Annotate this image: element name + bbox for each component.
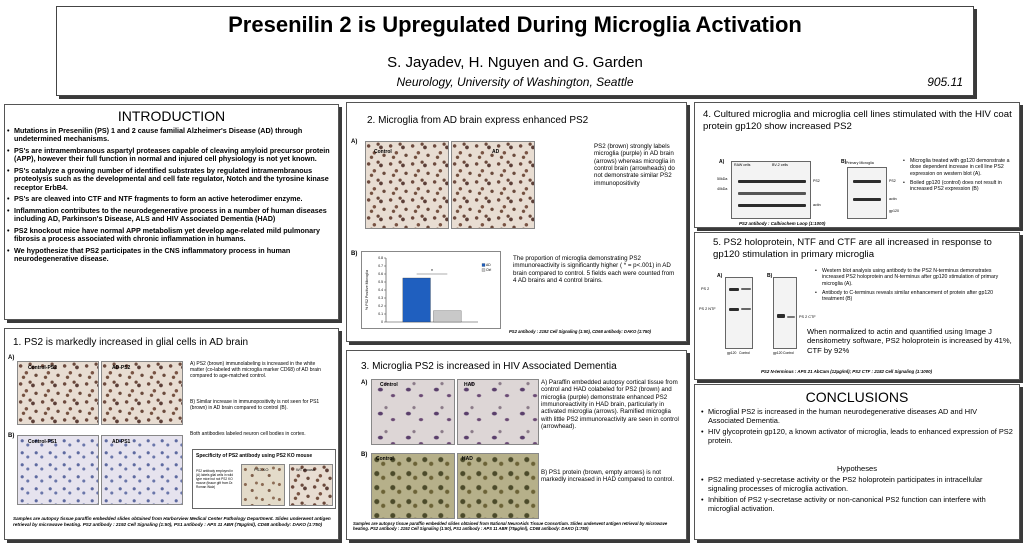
chart-y-tick-label: 0.8 <box>378 256 383 261</box>
blot-4a <box>731 161 811 219</box>
section5-caption: PS2 N-terminus : APS 21 AbCam (12µg/ml); PS2 CTF : 2182 Cell Signaling (1:1000) <box>761 369 933 374</box>
hypothesis-bullet: • Inhibition of PS2 γ-secretase activity or non-canonical PS2 function can interfere with microglial activation. <box>701 496 1013 513</box>
wt-mouse-image <box>289 464 333 506</box>
had-b-image <box>457 453 539 519</box>
section1-heading: 1. PS2 is markedly increased in glial cells in AD brain <box>13 337 249 348</box>
chart-legend-swatch <box>482 264 485 267</box>
blot-4b-band <box>853 198 881 201</box>
section4-panel <box>694 102 1020 228</box>
section2-label-a: A) <box>351 139 358 145</box>
blot-4a-band <box>738 204 806 207</box>
control-microglia-image <box>365 141 449 229</box>
section2-label-b: B) <box>351 251 358 257</box>
introduction-list <box>5 127 338 264</box>
section5-summary: When normalized to actin and quantified using Image J densitometry software, PS2 holoprotein is increased by 41%, CTF by 92% <box>807 327 1012 355</box>
section3-caption: Samples are autopsy tissue paraffin embedded slides obtained from National NeuroAids Tissue Consortium. Slides underwent antigen retrieval by microwave heating. PS2 antibody : 2192 Cell Signaling (1:50), PS1 antibody : APS 11 ABR (75µg/ml), CD68 antibody: DAKO (1:750) <box>353 521 668 532</box>
chart-y-tick-label: 0.5 <box>378 280 383 285</box>
section3-label-a: A) <box>361 380 368 386</box>
had-control-b-image <box>371 453 455 519</box>
control-ps1-label: Control-PS1 <box>28 439 57 445</box>
section5-label-b: B) <box>767 273 773 279</box>
had-b-label: HAD <box>462 456 473 462</box>
chart-y-tick-label: 0.1 <box>378 312 383 317</box>
chart-y-label: % PS2 Positive Microglia <box>365 270 369 310</box>
intro-bullet: • Mutations in Presenilin (PS) 1 and 2 cause familial Alzheimer's Disease (AD) through undetermined mechanisms. <box>7 127 334 144</box>
wt-mouse-label: WT mouse <box>296 467 316 472</box>
section4-label-a: A) <box>719 159 725 165</box>
section3-heading: 3. Microglia PS2 is increased in HIV Associated Dementia <box>361 361 617 372</box>
section5-bullet: • Antibody to C-terminus reveals similar enhancement of protein after gp120 treatment (B) <box>815 290 1015 303</box>
ad-microglia-image <box>451 141 535 229</box>
ps2-ko-label: PS2 KO <box>254 467 269 472</box>
blot-5a-band <box>729 288 739 291</box>
intro-bullet: • We hypothesize that PS2 participates in the CNS inflammatory process in human neurodegenerative disease. <box>7 247 334 264</box>
ad-microglia-label: AD <box>492 149 500 155</box>
had-a-label: HAD <box>464 382 475 388</box>
section2-caption: PS2 antibody : 2192 Cell Signaling (1:50), CD68 antibody: DAKO (1:750) <box>509 329 651 334</box>
section3-label-b: B) <box>361 452 368 458</box>
blot-4b-ps2-label: PS2 <box>889 179 896 183</box>
section5-list <box>815 265 1015 303</box>
control-ps2-label: Control-PS2 <box>28 365 57 371</box>
mw-40kda-label: 40kDa <box>717 187 728 191</box>
section5-bullet: • Western blot analysis using antibody to the PS2 N-terminus demonstrates increased PS2 holoprotein and N-terminus after gp120 stimulation of primary microglia (A). <box>815 268 1015 287</box>
section1-panel <box>4 328 339 540</box>
poster-number: 905.11 <box>927 75 963 89</box>
intro-bullet: • PS's are intramembranous aspartyl proteases capable of cleaving amyloid precursor protein (APP), however their full function in normal and injured cell physiology is not yet known. <box>7 147 334 164</box>
blot-4a-ps2-label: PS2 <box>813 179 820 183</box>
section5-panel <box>694 232 1020 380</box>
chart-y-tick-label: 0 <box>381 320 383 325</box>
conclusions-panel <box>694 384 1020 540</box>
section2-text-a: PS2 (brown) strongly labels microglia (purple) in AD brain (arrows) whereas microglia in control brain (arrowheads) do not demonstrate similar PS2 immunopositivity <box>594 143 675 187</box>
section2-panel <box>346 102 687 342</box>
section3-text-b: B) PS1 protein (brown, empty arrows) is not markedly increased in HAD compared to control. <box>541 469 675 484</box>
blot-5a-gp120-label: gp120 <box>727 351 737 355</box>
section5-heading: 5. PS2 holoprotein, NTF and CTF are all increased in response to gp120 stimulation in primary microglia <box>713 237 992 260</box>
conclusion-bullet: • Microglial PS2 is increased in the human neurodegenerative diseases AD and HIV Associated Dementia. <box>701 408 1013 425</box>
blot-5b-gp120-label: gp120 <box>773 351 783 355</box>
ad-ps1-label: AD-PS1 <box>112 439 131 445</box>
ko-heading: Specificity of PS2 antibody using PS2 KO mouse <box>196 453 313 459</box>
section1-label-b: B) <box>8 433 15 439</box>
blot-4a-raw-title: RAW cells <box>734 163 751 167</box>
section5-label-a: A) <box>717 273 723 279</box>
section1-text-b: B) Similar increase in immunopositivity is not seen for PS1 (brown) in AD brain compared to control (B). <box>190 399 320 411</box>
header-panel <box>56 6 974 96</box>
mw-50kda-label: 50kDa <box>717 177 728 181</box>
blot-5a-band <box>741 308 751 310</box>
section1-text-c: Both antibodies labeled neuron cell bodies in cortex. <box>190 431 306 437</box>
section3-panel <box>346 350 687 540</box>
blot-4b-band <box>853 180 881 183</box>
blot-5a-control-label: Control <box>739 351 750 355</box>
control-ps1-image <box>17 435 99 505</box>
ko-text: PS2 antibody employed in (A) labels glial cells in wild type mice but not PS2 KO mouse (tissue gift from Dr. Roman Walz) <box>196 469 234 489</box>
chart-y-tick-label: 0.2 <box>378 304 383 309</box>
chart-legend-label: Ctrl <box>486 268 492 272</box>
section1-label-a: A) <box>8 355 15 361</box>
control-ps2-image <box>17 361 99 425</box>
introduction-heading: INTRODUCTION <box>117 108 226 124</box>
blot-5b-control-label: Control <box>783 351 794 355</box>
blot-5b <box>773 277 797 349</box>
chart-legend-label: AD <box>486 263 491 267</box>
section3-text-a: A) Paraffin embedded autopsy cortical tissue from control and HAD colabeled for PS2 (brown) and microglia (purple) demonstrate enhanced PS2 immunoreactivity in HAD brain, particularly in activated microglia (arrows). Ramified microglia with little PS2 immunoreactivity are seen in control (arrowhead). <box>541 379 679 430</box>
blot-5a-band <box>729 308 739 311</box>
chart-significance-label: * <box>431 269 433 275</box>
blot-5a <box>725 277 753 349</box>
conclusions-list <box>695 408 1019 446</box>
blot-4b-title: Primary Microglia <box>846 161 874 165</box>
section2-text-b: The proportion of microglia demonstrating PS2 immunoreactivity is significantly higher ( * = p<.001) in AD brain compared to control. 5 fields each were counted from 4 AD brains and 4 control brains. <box>513 255 675 284</box>
ko-box <box>192 449 336 509</box>
blot-4b-actin-label: actin <box>889 197 897 201</box>
had-control-a-label: Control <box>380 382 398 388</box>
section1-text-a: A) PS2 (brown) immunolabeling is increased in the white matter (co-labeled with microglia marker CD68) of AD brain compared to age-matched control. <box>190 361 321 379</box>
blot-4b-gp120-label: gp120 <box>889 209 899 213</box>
hypotheses-list <box>695 476 1019 514</box>
introduction-panel <box>4 104 339 320</box>
control-microglia-label: Control <box>374 149 392 155</box>
had-control-b-label: Control <box>376 456 394 462</box>
blot-5a-ntf-label: PS 2 NTF <box>699 307 716 311</box>
microglia-bar-chart <box>361 251 501 329</box>
blot-4a-bv2-title: BV-2 cells <box>772 163 788 167</box>
blot-5a-ps2-label: PS 2 <box>701 287 710 291</box>
hypotheses-heading: Hypotheses <box>836 463 878 473</box>
blot-5b-band <box>787 316 795 318</box>
blot-4a-actin-label: actin <box>813 203 821 207</box>
blot-4a-band <box>738 180 806 183</box>
poster-affiliation: Neurology, University of Washington, Seattle <box>396 75 634 89</box>
section4-list <box>903 155 1015 193</box>
had-control-a-image <box>371 379 455 445</box>
section4-label-b: B) <box>841 159 847 165</box>
conclusion-bullet: • HIV glycoprotein gp120, a known activator of microglia, leads to enhanced expression of PS2 protein. <box>701 428 1013 445</box>
poster-authors: S. Jayadev, H. Nguyen and G. Garden <box>387 54 643 71</box>
hypothesis-bullet: • PS2 mediated γ-secretase activity or the PS2 holoprotein participates in intracellular signaling processes of microglia activation. <box>701 476 1013 493</box>
blot-4a-band <box>738 192 806 195</box>
had-a-image <box>457 379 539 445</box>
ad-ps2-image <box>101 361 183 425</box>
blot-5b-ctf-label: PS 2 CTF <box>799 315 816 319</box>
section4-heading: 4. Cultured microglia and microglia cell lines stimulated with the HIV coat protein gp120 show increased PS2 <box>703 109 1012 132</box>
conclusions-heading: CONCLUSIONS <box>805 389 909 405</box>
section4-bullet: • Boiled gp120 (control) does not result in increased PS2 expression (B) <box>903 180 1015 193</box>
blot-4b <box>846 161 887 219</box>
intro-bullet: • PS's are cleaved into CTF and NTF fragments to form an active heterodimer enzyme. <box>7 195 334 203</box>
chart-legend-swatch <box>482 269 485 272</box>
ps2-ko-image <box>241 464 285 506</box>
chart-y-tick-label: 0.6 <box>378 272 383 277</box>
chart-bar-ad <box>403 278 431 322</box>
section1-caption: Samples are autopsy tissue paraffin embedded slides obtained from Harborview Medical Center Pathology Department. Slides underwent antigen retrieval by microwave heating. PS2 antibody : 2192 Cell Signaling (1:50), PS1 antibody : APS 11 ABR (75µg/ml), CD68 antibody: DAKO (1:750) <box>13 516 331 527</box>
section2-heading: 2. Microglia from AD brain express enhanced PS2 <box>367 115 589 126</box>
ad-ps1-image <box>101 435 183 505</box>
ad-ps2-label: AD-PS2 <box>112 365 131 371</box>
chart-y-tick-label: 0.3 <box>378 296 383 301</box>
intro-bullet: • Inflammation contributes to the neurodegenerative process in a number of human diseases including AD, Parkinson's Disease, ALS and HIV Associated Dementia (HAD) <box>7 207 334 224</box>
chart-bar-ctrl <box>434 311 462 322</box>
poster-title: Presenilin 2 is Upregulated During Microglia Activation <box>228 12 802 37</box>
section4-bullet: • Microglia treated with gp120 demonstrate a dose dependent increase in cell line PS2 expression on western blot (A). <box>903 158 1015 177</box>
blot-5b-band <box>777 314 785 318</box>
section4-caption: PS2 antibody : Calbiochem Loop (1:1000) <box>739 221 826 226</box>
intro-bullet: • PS2 knockout mice have normal APP metabolism yet develop age-related mild pulmonary fibrosis a process associated with chronic inflammation in humans. <box>7 227 334 244</box>
chart-y-tick-label: 0.7 <box>378 264 383 269</box>
intro-bullet: • PS's catalyze a growing number of identified substrates by regulated intramembranous proteolysis such as the developmental and cell fate regulator, Notch and the tyrosine kinase receptor ErbB4. <box>7 167 334 192</box>
chart-y-tick-label: 0.4 <box>378 288 383 293</box>
blot-5a-band <box>741 288 751 290</box>
